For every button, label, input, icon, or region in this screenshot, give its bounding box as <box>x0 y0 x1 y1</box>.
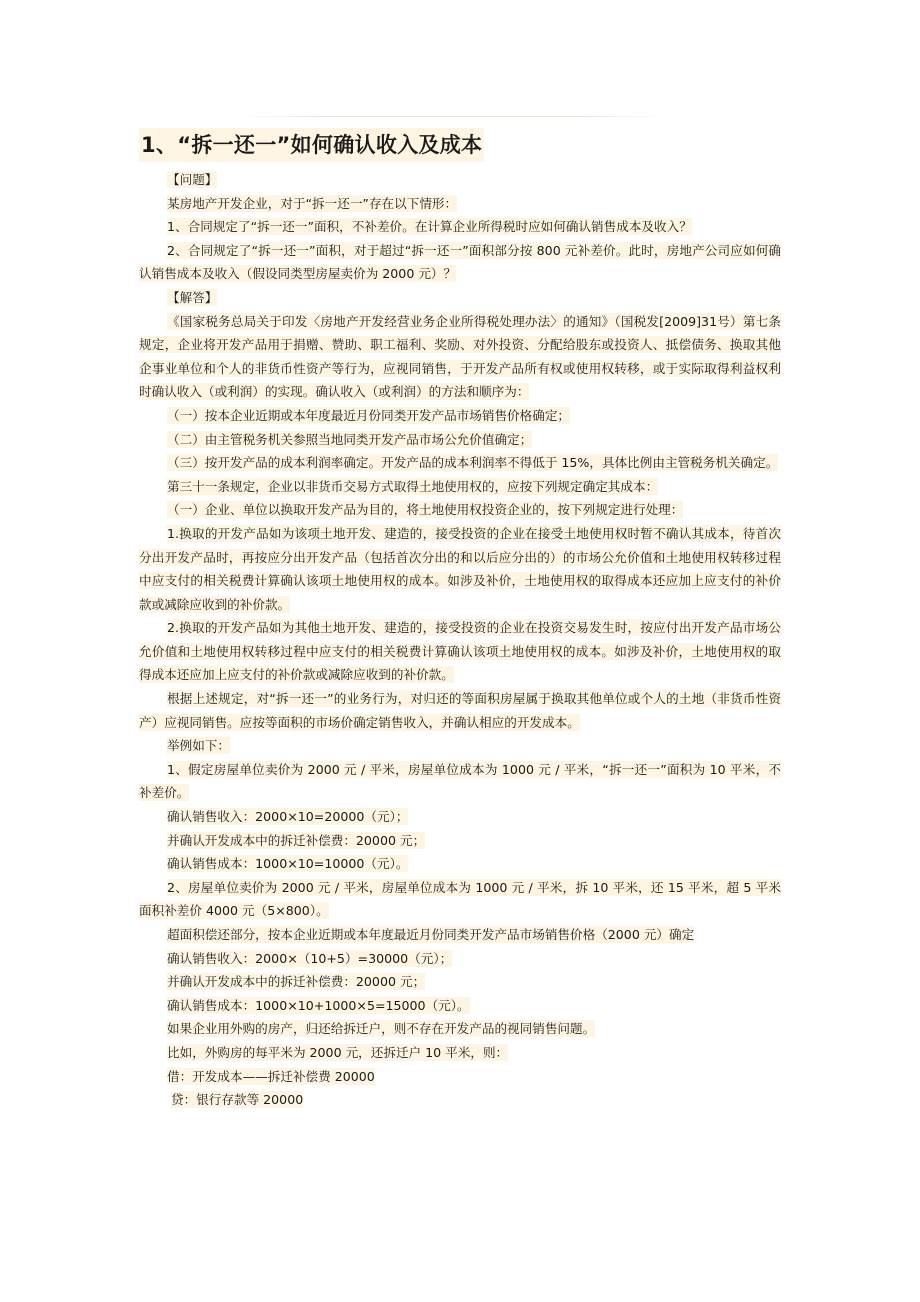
paragraph: 1、假定房屋单位卖价为 2000 元 / 平米，房屋单位成本为 1000 元 / 平米，“拆一还一”面积为 10 平米，不补差价。 <box>139 761 781 801</box>
paragraph: 2.换取的开发产品如为其他土地开发、建造的，接受投资的企业在投资交易发生时，按应付出开发产品市场公允价值和土地使用权转移过程中应支付的相关税费计算确认该项土地使用权的成本。如涉及补价，土地使用权的取得成本还应加上应支付的补价款或减除应收到的补价款。 <box>139 620 781 683</box>
paragraph: 1.换取的开发产品如为该项土地开发、建造的，接受投资的企业在接受土地使用权时暂不确认其成本，待首次分出开发产品时，再按应分出开发产品（包括首次分出的和以后应分出的）的市场公允价值和土地使用权转移过程中应支付的相关税费计算确认该项土地使用权的成本。如涉及补价，土地使用权的取得成本还应加上应支付的补价款或减除应收到的补价款。 <box>139 525 781 612</box>
paragraph: 并确认开发成本中的拆迁补偿费：20000 元； <box>167 974 426 990</box>
paragraph: 1、合同规定了“拆一还一”面积，不补差价。在计算企业所得税时应如何确认销售成本及收入？ <box>167 219 692 235</box>
paragraph: 【解答】 <box>167 289 218 305</box>
paragraph: 【问题】 <box>167 172 218 187</box>
paragraph: 如果企业用外购的房产，归还给拆迁户，则不存在开发产品的视同销售问题。 <box>167 1021 596 1037</box>
paragraph: （二）由主管税务机关参照当地同类开发产品市场公允价值确定； <box>167 431 533 447</box>
paragraph: 比如，外购房的每平米为 2000 元，还拆迁户 10 平米，则： <box>167 1044 509 1060</box>
paragraph: 2、房屋单位卖价为 2000 元 / 平米，房屋单位成本为 1000 元 / 平米，拆 10 平米，还 15 平米，超 5 平米面积补差价 4000 元（5×800）。 <box>139 879 781 919</box>
paragraph: 确认销售收入：2000×10=20000（元）； <box>167 809 409 825</box>
paragraph: 确认销售成本：1000×10+1000×5=15000（元）。 <box>167 997 470 1013</box>
paragraph: 并确认开发成本中的拆迁补偿费：20000 元； <box>167 832 426 848</box>
paragraph: 某房地产开发企业，对于“拆一还一”存在以下情形： <box>167 195 458 211</box>
paragraph: 第三十一条规定，企业以非货币交易方式取得土地使用权的，应按下列规定确定其成本： <box>167 478 659 494</box>
paragraph: 根据上述规定，对“拆一还一”的业务行为，对归还的等面积房屋属于换取其他单位或个人的土地（非货币性资产）应视同销售。应按等面积的市场价确定销售收入，并确认相应的开发成本。 <box>139 691 781 730</box>
paragraph: 贷：银行存款等 20000 <box>171 1092 304 1108</box>
paragraph: 2、合同规定了“拆一还一”面积，对于超过“拆一还一”面积部分按 800 元补差价。此时，房地产公司应如何确认销售成本及收入（假设同类型房屋卖价为 2000 元）？ <box>139 242 781 282</box>
paragraph: 举例如下： <box>167 738 230 754</box>
paragraph: 《国家税务总局关于印发〈房地产开发经营业务企业所得税处理办法〉的通知》（国税发[2009]31号）第七条规定，企业将开发产品用于捐赠、赞助、职工福利、奖励、对外投资、分配给股东或投资人、抵偿债务、换取其他企事业单位和个人的非货币性资产等行为，应视同销售，于开发产品所有权或使用权转移，或于实际取得利益权利时确认收入（或利润）的实现。确认收入（或利润）的方法和顺序为： <box>139 313 781 400</box>
paragraph: 借：开发成本——拆迁补偿费 20000 <box>167 1068 375 1084</box>
document-title: 1、“拆一还一”如何确认收入及成本 <box>139 128 484 162</box>
document-body <box>139 128 781 1112</box>
top-rule <box>240 116 664 117</box>
paragraph: 确认销售收入：2000×（10+5）=30000（元）； <box>167 950 453 966</box>
paragraph: （一）企业、单位以换取开发产品为目的，将土地使用权投资企业的，按下列规定进行处理： <box>167 502 684 518</box>
paragraph: 确认销售成本：1000×10=10000（元）。 <box>167 856 409 872</box>
paragraph: 超面积偿还部分，按本企业近期或本年度最近月份同类开发产品市场销售价格（2000 元）确定 <box>167 927 695 942</box>
paragraph: （一）按本企业近期或本年度最近月份同类开发产品市场销售价格确定； <box>167 407 570 423</box>
paragraph: （三）按开发产品的成本利润率确定。开发产品的成本利润率不得低于 15%，具体比例由主管税务机关确定。 <box>167 455 779 471</box>
